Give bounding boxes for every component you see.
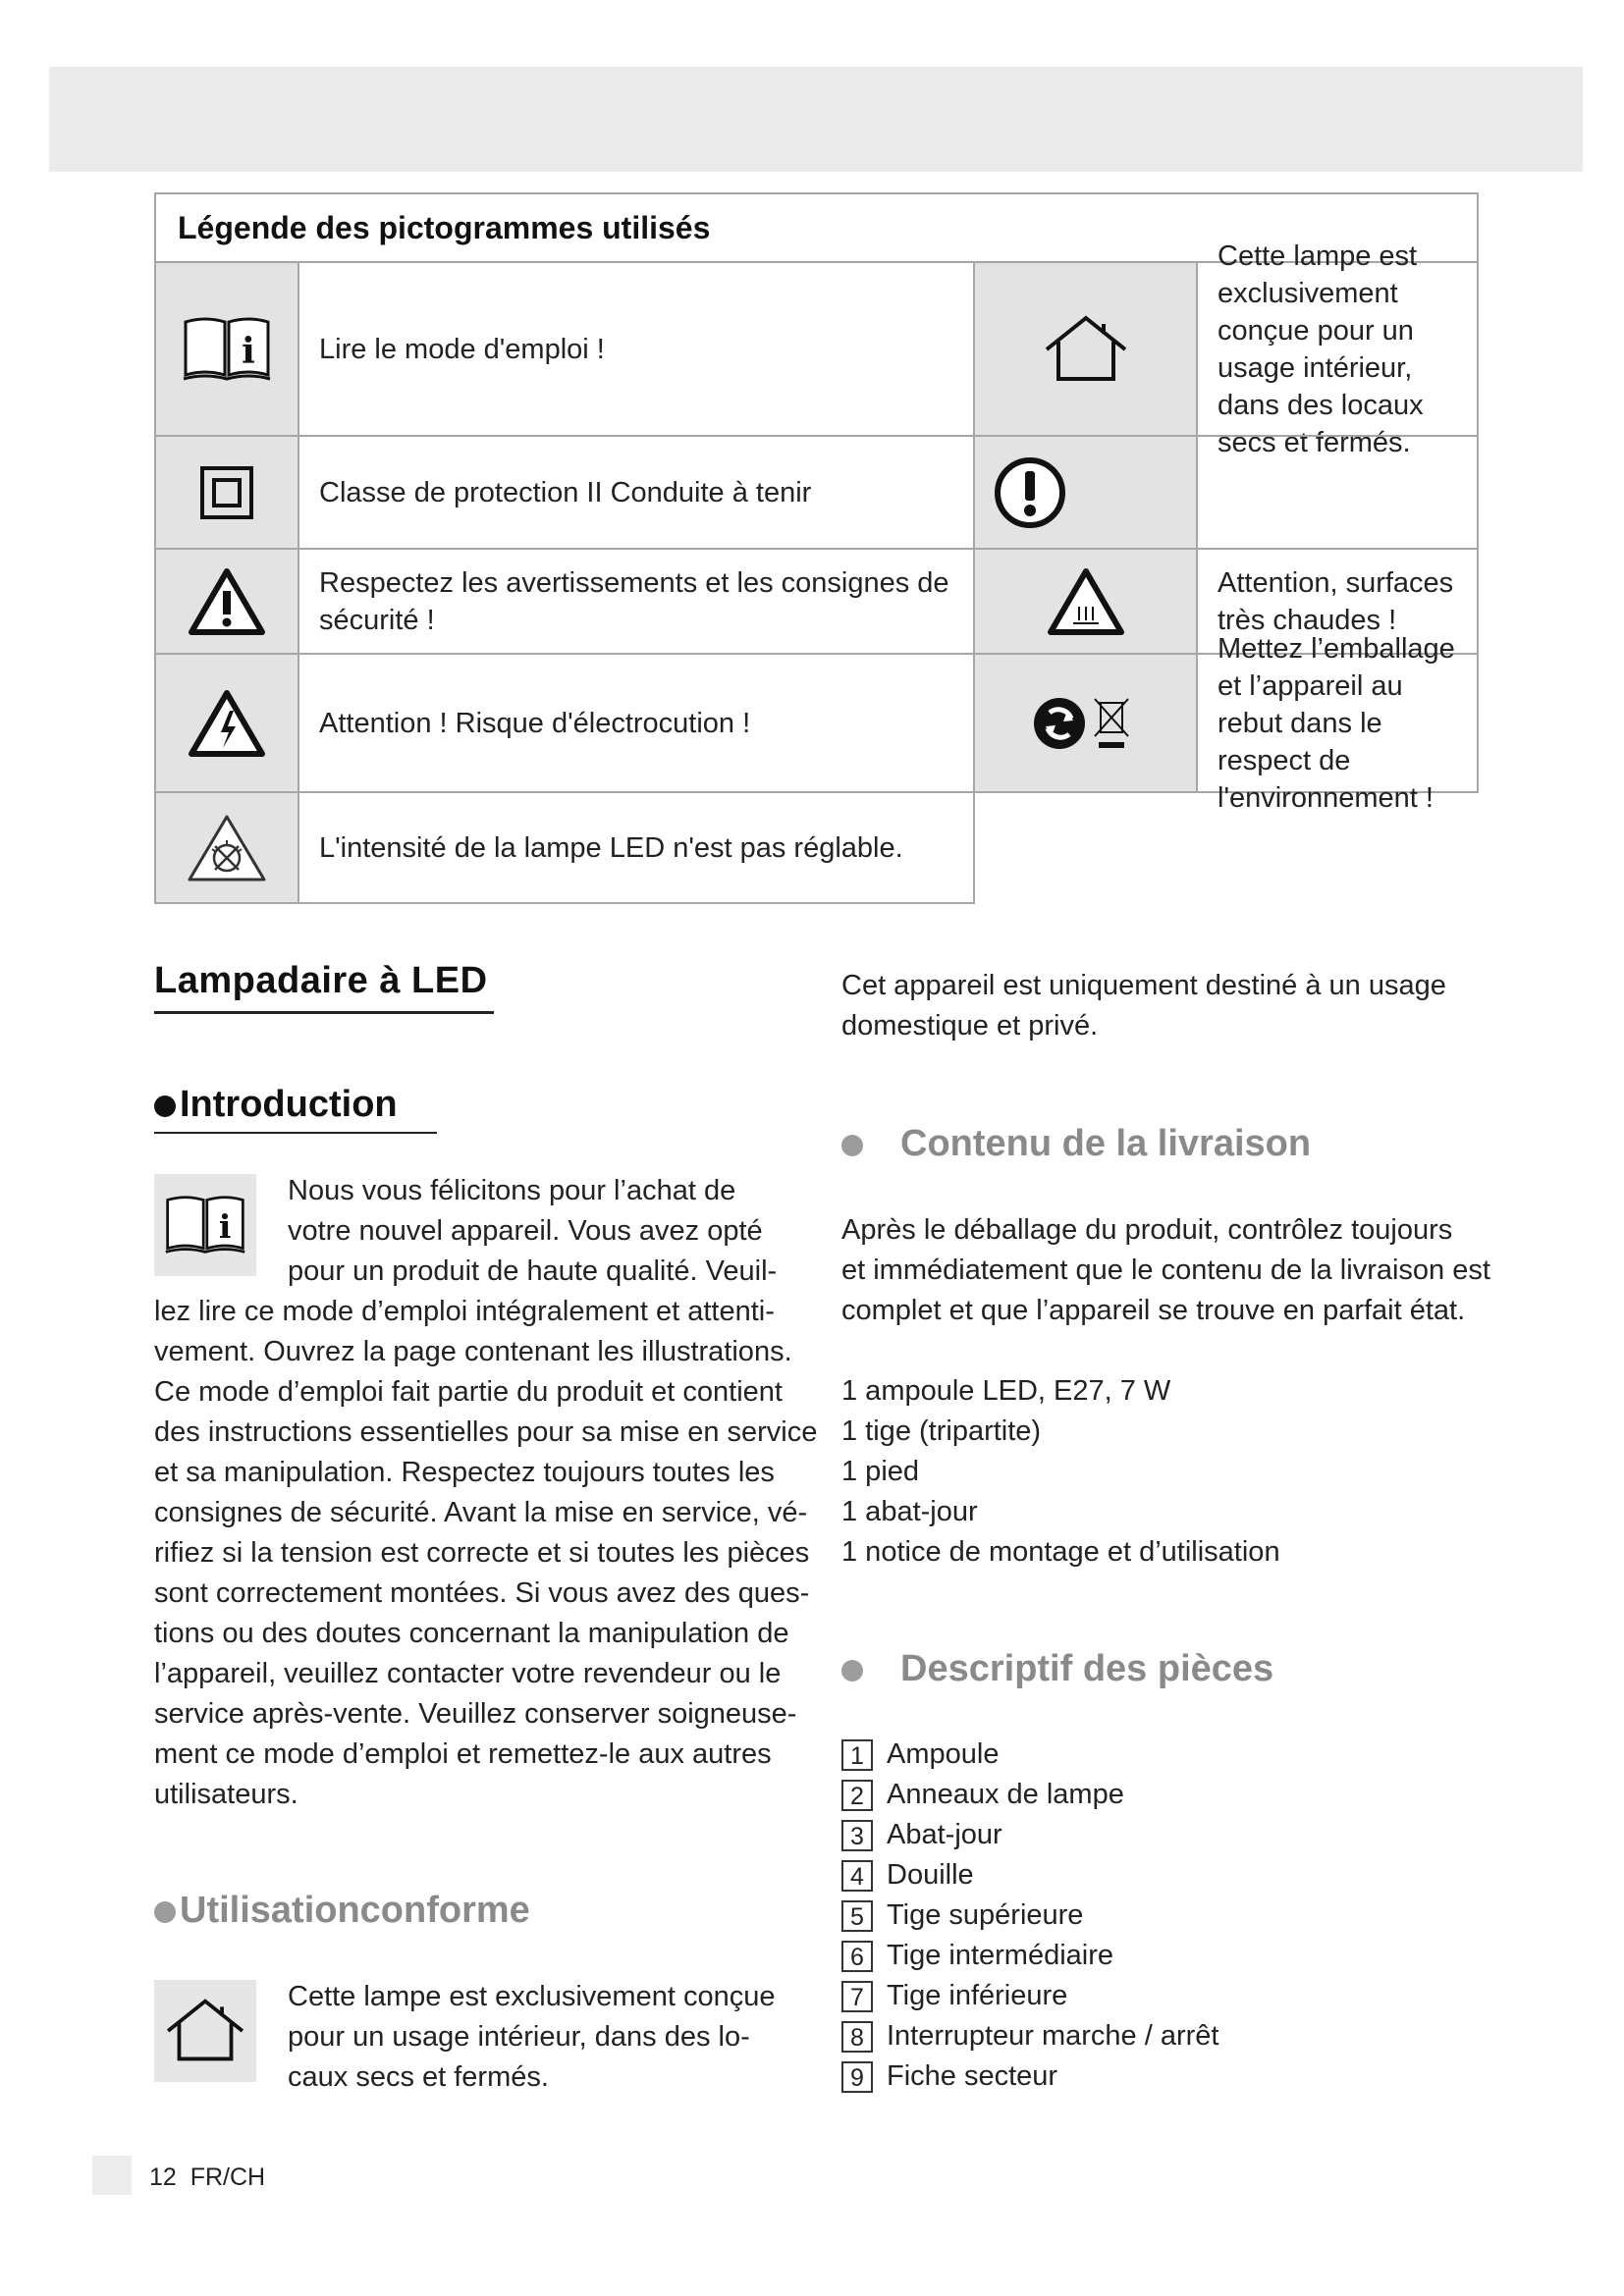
page-footer: [149, 2163, 265, 2192]
legend-text-read-manual: Lire le mode d'emploi !: [298, 261, 975, 437]
domestic-line: Cet appareil est uniquement destiné à un usage: [841, 970, 1446, 1001]
list-item: [841, 1976, 1218, 2016]
intro-line: tions ou des doutes concernant la manipulation de: [154, 1618, 789, 1649]
intro-line: l’appareil, veuillez contacter votre revendeur ou le: [154, 1658, 782, 1689]
hot-surface-icon: [973, 548, 1198, 655]
delivery-contents-heading: [841, 1123, 1311, 1165]
recycling-disposal-icon: [973, 653, 1198, 793]
part-label: Tige intermédiaire: [887, 1940, 1114, 1971]
parts-list: [841, 1735, 1218, 2097]
intended-use-heading-text: Utilisationconforme: [180, 1890, 530, 1931]
intended-use-heading: [154, 1890, 530, 1932]
usage-line: pour un usage intérieur, dans des lo-: [288, 2021, 750, 2053]
product-title: Lampadaire à LED: [154, 960, 488, 1001]
legend-text-indoor-use: Cette lampe est exclusivement conçue pour un usage intérieur, dans des locaux secs et fermés.: [1196, 261, 1479, 437]
domestic-line: domestique et privé.: [841, 1010, 1099, 1041]
legend-text-protection-class: Classe de protection II Conduite à tenir: [298, 435, 975, 550]
introduction-heading: [154, 1084, 398, 1126]
list-item: [841, 1815, 1218, 1855]
introduction-heading-text: Introduction: [180, 1084, 398, 1125]
list-item: [841, 1896, 1218, 1936]
part-label: Interrupteur marche / arrêt: [887, 2020, 1219, 2052]
intro-line: votre nouvel appareil. Vous avez opté: [288, 1215, 763, 1247]
page-number: 12: [149, 2163, 177, 2191]
warning-triangle-icon: [154, 548, 299, 655]
part-number: 6: [841, 1941, 873, 1972]
intro-line: Ce mode d’emploi fait partie du produit et contient: [154, 1376, 783, 1408]
part-label: Tige supérieure: [887, 1899, 1084, 1931]
intro-line: sont correctement montées. Si vous avez des ques-: [154, 1577, 810, 1609]
svg-text:i: i: [218, 1206, 232, 1246]
delivery-item: 1 notice de montage et d’utilisation: [841, 1536, 1280, 1568]
list-item: [841, 1936, 1218, 1976]
part-label: Ampoule: [887, 1738, 1000, 1770]
delivery-line: complet et que l’appareil se trouve en parfait état.: [841, 1295, 1466, 1326]
intro-line: consignes de sécurité. Avant la mise en service, vé-: [154, 1497, 808, 1528]
bullet-dot-icon: [841, 1660, 863, 1682]
delivery-line: Après le déballage du produit, contrôlez toujours: [841, 1214, 1453, 1246]
house-icon: [154, 1980, 256, 2082]
bullet-dot-icon: [154, 1095, 176, 1117]
intro-line: pour un produit de haute qualité. Veuil-: [288, 1255, 778, 1287]
part-number: 3: [841, 1820, 873, 1851]
list-item: [841, 2016, 1218, 2056]
product-title-underline: [154, 1011, 494, 1014]
legend-title: Légende des pictogrammes utilisés: [178, 209, 711, 245]
legend-text-recycling: Mettez l’emballage et l’appareil au rebut dans le respect de l'environnement !: [1196, 653, 1479, 793]
part-label: Douille: [887, 1859, 974, 1891]
part-number: 2: [841, 1780, 873, 1811]
page-marker: [92, 2156, 132, 2195]
delivery-item: 1 abat-jour: [841, 1496, 978, 1527]
delivery-item: 1 pied: [841, 1456, 920, 1487]
protection-class-ii-icon: [154, 435, 299, 550]
list-item: [841, 1735, 1218, 1775]
legend-text-electric-shock: Attention ! Risque d'électrocution !: [298, 653, 975, 793]
no-dimmer-icon: [154, 791, 299, 904]
usage-line: Cette lampe est exclusivement conçue: [288, 1981, 776, 2012]
parts-description-heading-text: Descriptif des pièces: [900, 1648, 1274, 1689]
language-code: FR/CH: [189, 2163, 266, 2191]
part-label: Fiche secteur: [887, 2060, 1058, 2092]
part-number: 7: [841, 1981, 873, 2012]
legend-text-not-dimmable: L'intensité de la lampe LED n'est pas réglable.: [298, 791, 975, 904]
part-number: 1: [841, 1739, 873, 1771]
delivery-item: 1 ampoule LED, E27, 7 W: [841, 1375, 1171, 1407]
introduction-heading-underline: [154, 1132, 437, 1134]
intro-line: utilisateurs.: [154, 1779, 298, 1810]
delivery-item: 1 tige (tripartite): [841, 1415, 1042, 1447]
part-label: Tige inférieure: [887, 1980, 1068, 2011]
read-manual-icon: [154, 261, 299, 437]
intro-line: des instructions essentielles pour sa mise en service: [154, 1416, 818, 1448]
read-manual-icon: [154, 1174, 256, 1276]
intro-line: et sa manipulation. Respectez toujours toutes les: [154, 1457, 775, 1488]
list-item: [841, 1855, 1218, 1896]
part-label: Anneaux de lampe: [887, 1779, 1124, 1810]
part-number: 5: [841, 1900, 873, 1932]
intro-line: rifiez si la tension est correcte et si toutes les pièces: [154, 1537, 810, 1569]
legend-text-hot-surfaces: Attention, surfaces très chaudes !: [1196, 548, 1479, 655]
intro-line: service après-vente. Veuillez conserver soigneuse-: [154, 1698, 797, 1730]
svg-text:i: i: [242, 330, 255, 372]
exclamation-circle-icon: [973, 435, 1198, 550]
parts-description-heading: [841, 1648, 1273, 1690]
part-label: Abat-jour: [887, 1819, 1002, 1850]
list-item: [841, 2056, 1218, 2097]
electric-shock-icon: [154, 653, 299, 793]
intro-line: Nous vous félicitons pour l’achat de: [288, 1175, 736, 1206]
header-band: [49, 67, 1583, 172]
intro-line: ment ce mode d’emploi et remettez-le aux autres: [154, 1738, 772, 1770]
usage-line: caux secs et fermés.: [288, 2061, 549, 2093]
house-icon: [973, 261, 1198, 437]
part-number: 9: [841, 2061, 873, 2093]
bullet-dot-icon: [154, 1901, 176, 1923]
pictogram-legend-table: [154, 192, 1479, 904]
legend-empty-cell: [1196, 435, 1479, 550]
part-number: 8: [841, 2021, 873, 2053]
legend-text-safety-warnings: Respectez les avertissements et les consignes de sécurité !: [298, 548, 975, 655]
part-number: 4: [841, 1860, 873, 1892]
list-item: [841, 1775, 1218, 1815]
intro-line: vement. Ouvrez la page contenant les illustrations.: [154, 1336, 792, 1367]
delivery-contents-heading-text: Contenu de la livraison: [900, 1123, 1312, 1164]
bullet-dot-icon: [841, 1135, 863, 1156]
intro-line: lez lire ce mode d’emploi intégralement et attenti-: [154, 1296, 775, 1327]
delivery-line: et immédiatement que le contenu de la livraison est: [841, 1255, 1490, 1286]
